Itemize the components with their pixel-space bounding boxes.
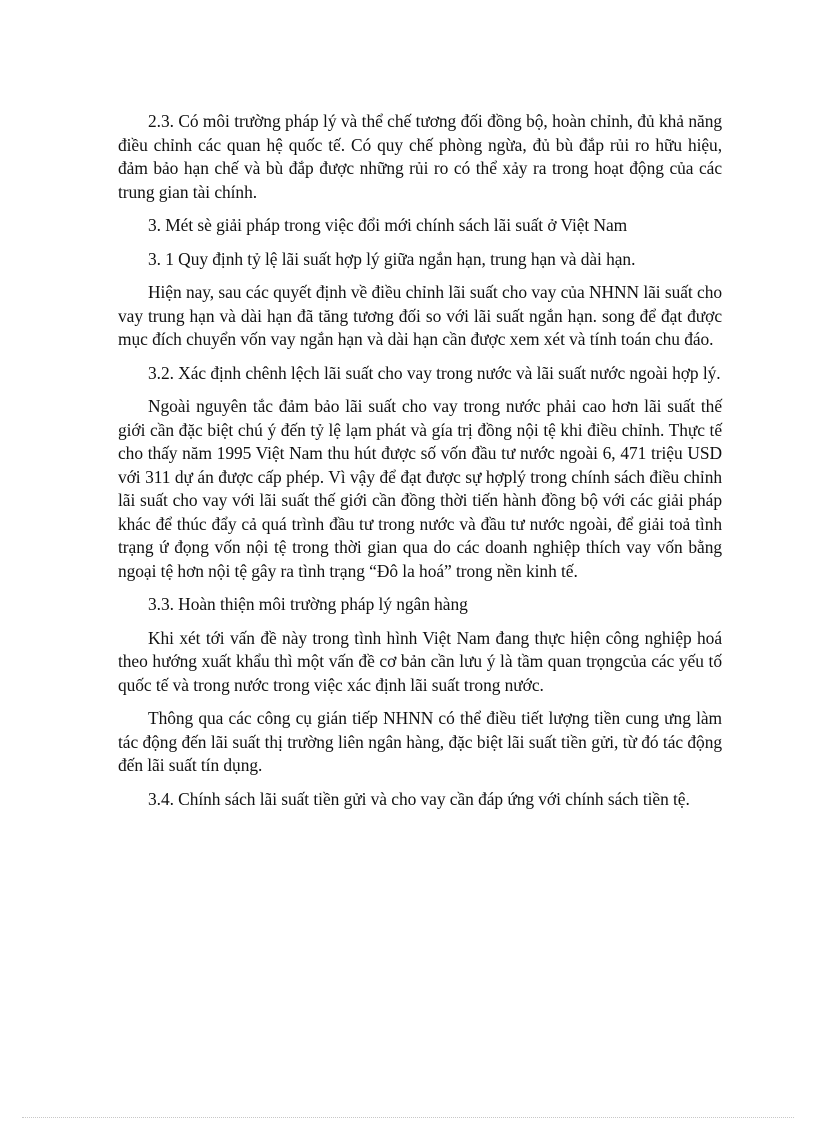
subheading-3-4-deposit-lending-policy: 3.4. Chính sách lãi suất tiền gửi và cho vay cần đáp ứng với chính sách tiền tệ. <box>148 788 690 809</box>
paragraph-industrialization-factors: Khi xét tới vấn đề này trong tình hình Việt Nam đang thực hiện công nghiệp hoá theo hướng xuất khẩu thì một vấn đề cơ bản cần lưu ý là tầm quan trọngcủa các yếu tố quốc tế và trong nước trong việc xác định lãi suất trong nước. <box>118 627 722 695</box>
paragraph-current-lending-rates: Hiện nay, sau các quyết định về điều chỉnh lãi suất cho vay của NHNN lãi suất cho vay trung hạn và dài hạn đã tăng tương đối so với lãi suất ngắn hạn. song để đạt được mục đích chuyển vốn vay ngắn hạn và dài hạn cần được xem xét và tính toán chu đáo. <box>118 282 722 349</box>
subheading-3-1-interest-ratio: 3. 1 Quy định tỷ lệ lãi suất hợp lý giữa ngắn hạn, trung hạn và dài hạn. <box>148 248 636 269</box>
document-body <box>118 110 722 821</box>
paragraph-2-3-legal-environment: 2.3. Có môi trường pháp lý và thể chế tương đối đồng bộ, hoàn chỉnh, đủ khả năng điều chỉnh các quan hệ quốc tế. Có quy chế phòng ngừa, đủ bù đắp rủi ro hữu hiệu, đảm bảo hạn chế và bù đắp được những rủi ro có thể xảy ra trong hoạt động của các trung gian tài chính. <box>118 111 722 202</box>
paragraph-indirect-instruments: Thông qua các công cụ gián tiếp NHNN có thể điều tiết lượng tiền cung ưng làm tác động đến lãi suất thị trường liên ngân hàng, đặc biệt lãi suất tiền gửi, từ đó tác động đến lãi suất tín dụng. <box>118 708 722 775</box>
section-heading-3-solutions: 3. Mét sè giải pháp trong việc đổi mới chính sách lãi suất ở Việt Nam <box>148 215 628 235</box>
paragraph-domestic-vs-world-rates: Ngoài nguyên tắc đảm bảo lãi suất cho vay trong nước phải cao hơn lãi suất thế giới cần đặc biệt chú ý đến tỷ lệ lạm phát và gía trị đồng nội tệ khi điều chỉnh. Thực tế cho thấy năm 1995 Việt Nam thu hút được số vốn đầu tư nước ngoài 6, 471 triệu USD với 311 dự án được cấp phép. Vì vậy để đạt được sự hợplý trong chính sách điều chỉnh lãi suất cho vay với lãi suất thế giới cần đồng thời tiến hành đồng bộ với các giải pháp khác để thúc đẩy cả quá trình đầu tư trong nước và đầu tư nước ngoài, để giải toả tình trạng ứ đọng vốn nội tệ trong thời gian qua do các doanh nghiệp thích vay vốn bằng ngoại tệ hơn nội tệ gây ra tình trạng “Đô la hoá” trong nền kinh tế. <box>118 396 722 581</box>
subheading-3-2-rate-differential: 3.2. Xác định chênh lệch lãi suất cho vay trong nước và lãi suất nước ngoài hợp lý. <box>148 362 721 383</box>
page-bottom-rule <box>22 1117 794 1118</box>
subheading-3-3-legal-banking: 3.3. Hoàn thiện môi trường pháp lý ngân hàng <box>148 594 468 614</box>
